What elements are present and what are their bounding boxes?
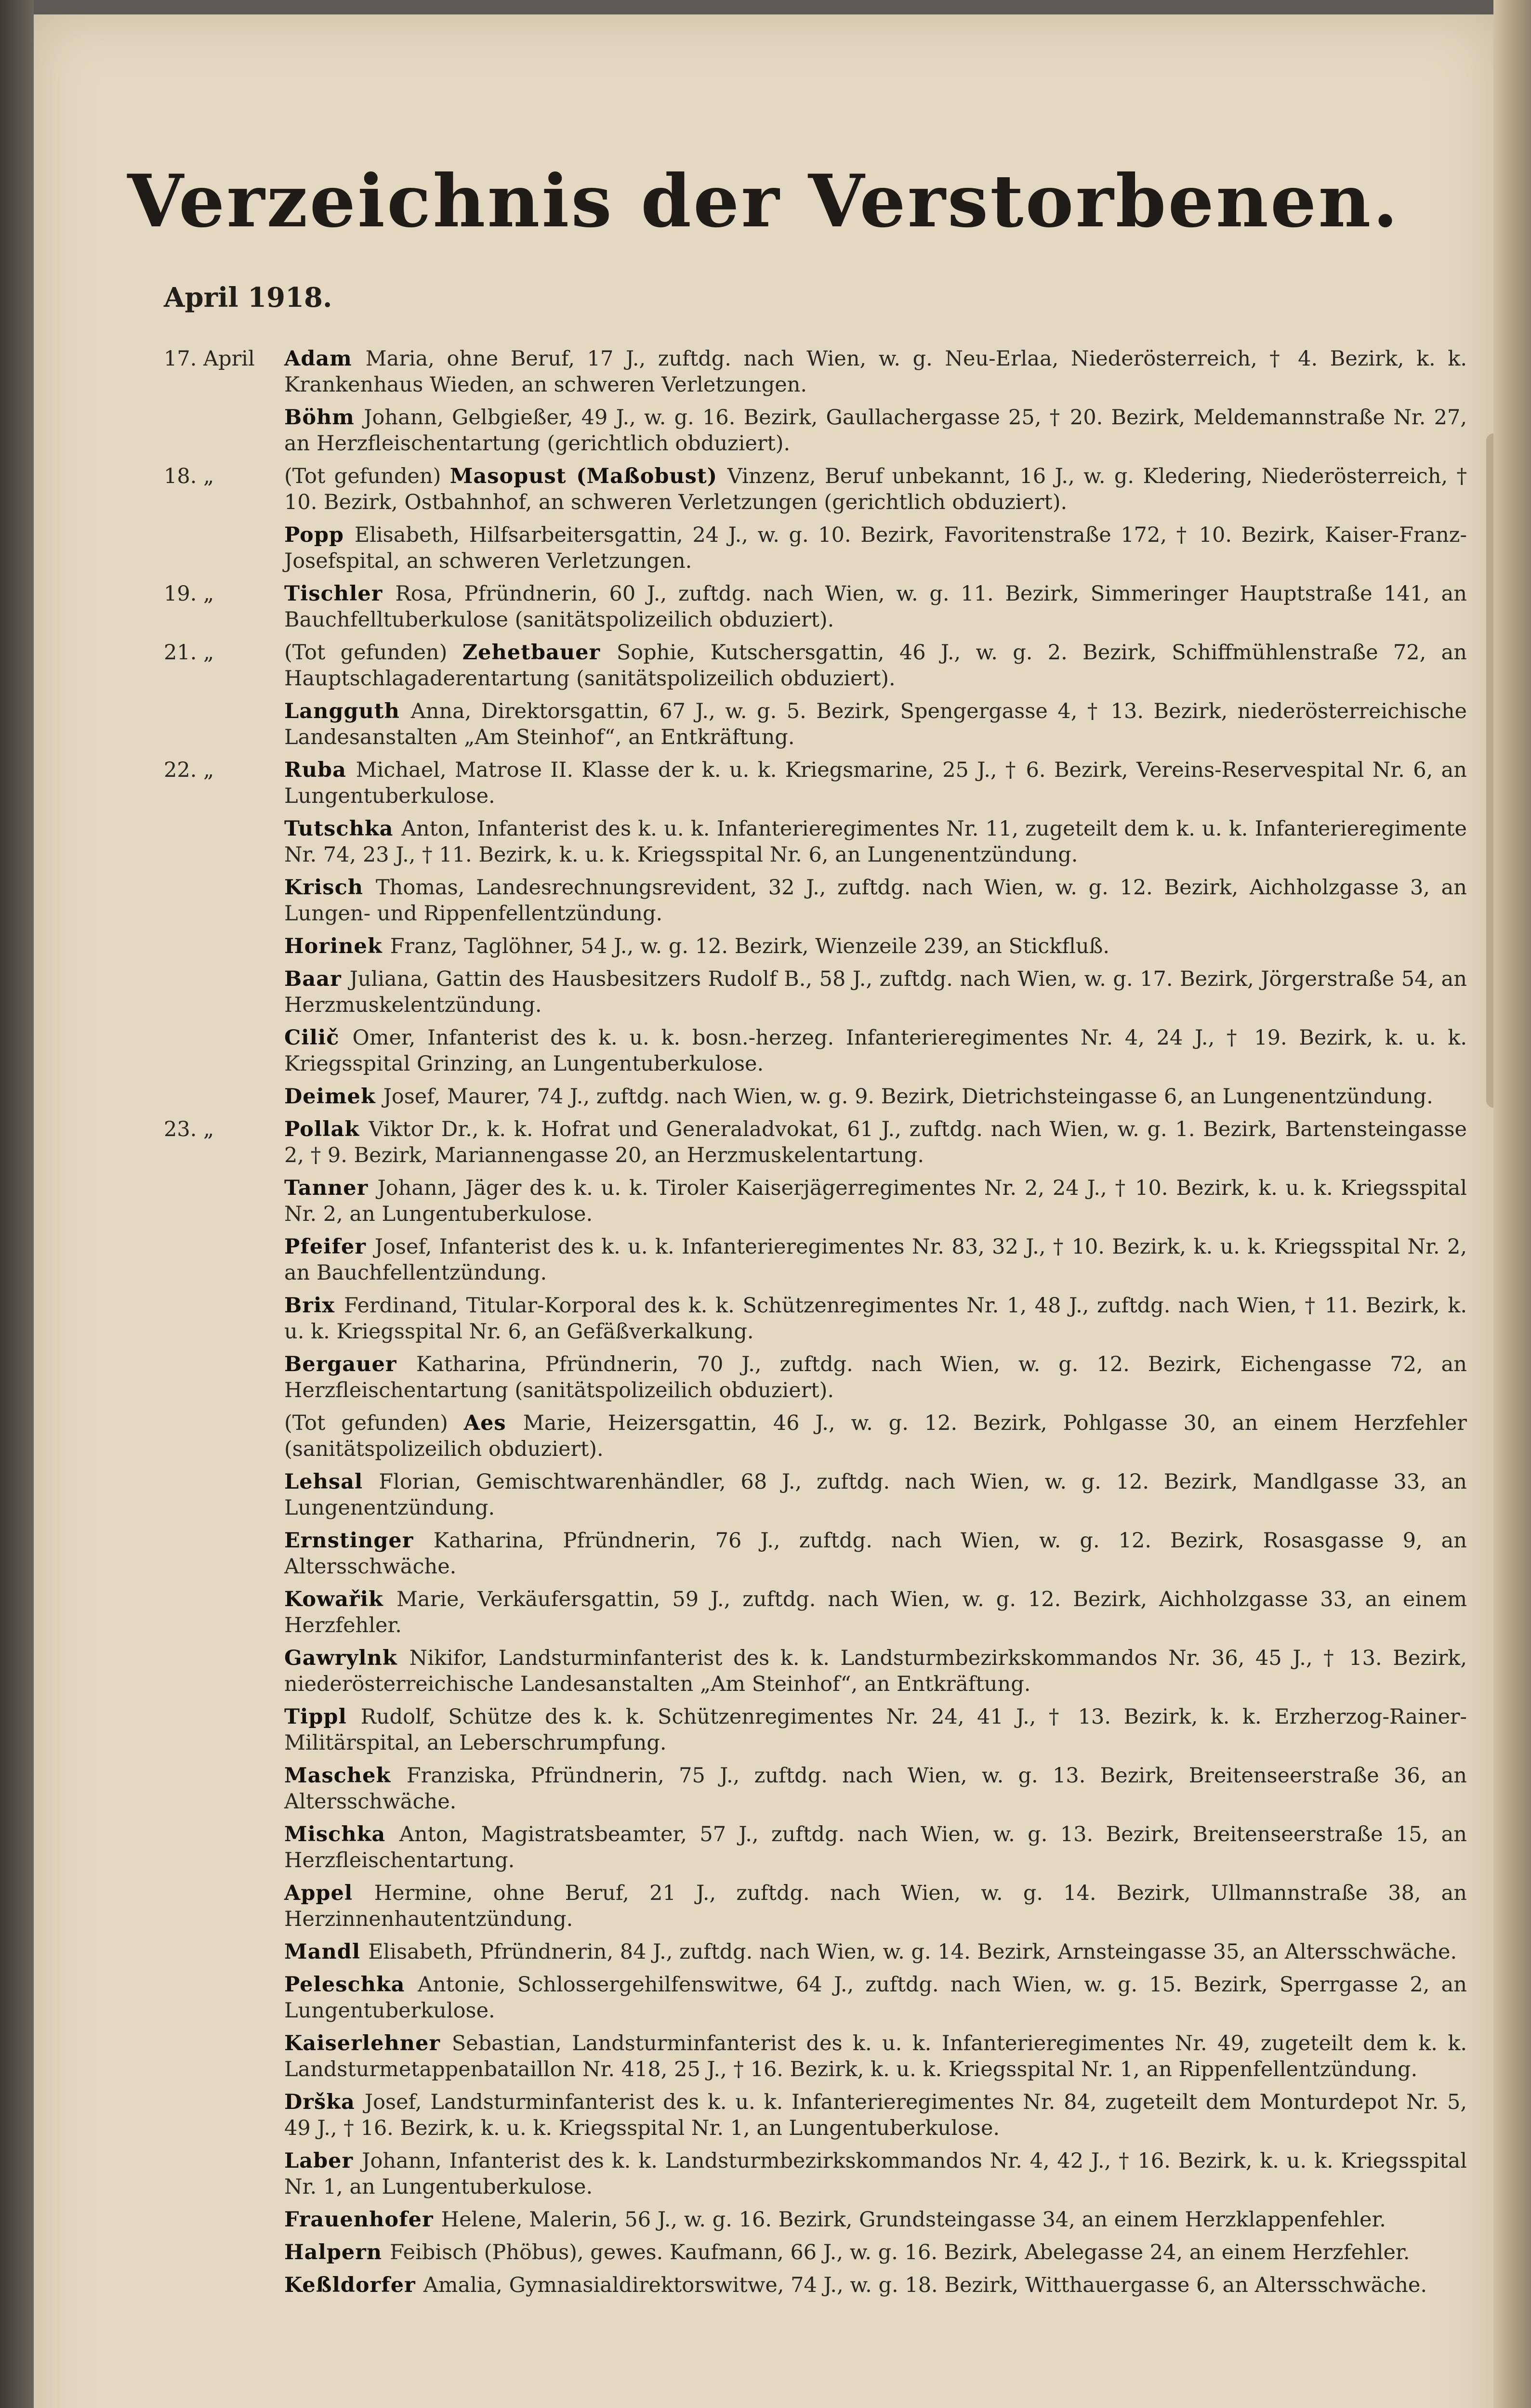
entry-details: Florian, Gemischtwarenhändler, 68 J., zuftdg. nach Wien, w. g. 12. Bezirk, Mandlgasse 33, an Lungenentzündung.	[284, 1470, 1467, 1520]
book-binding	[0, 0, 34, 2408]
entry-details: Juliana, Gattin des Hausbesitzers Rudolf B., 58 J., zuftdg. nach Wien, w. g. 17. Bezirk, Jörgerstraße 54, an Herzmuskelentzündung.	[284, 967, 1467, 1017]
entry-details: Feibisch (Phöbus), gewes. Kaufmann, 66 J., w. g. 16. Bezirk, Abelegasse 24, an einem Herzfehler.	[390, 2240, 1410, 2264]
entry-details: Josef, Landsturminfanterist des k. u. k. Infanterieregimentes Nr. 84, zugeteilt dem Monturdepot Nr. 5, 49 J., † 16. Bezirk, k. u. k. Kriegsspital Nr. 1, an Lungentuberkulose.	[284, 2090, 1467, 2140]
entry-date: 18. „	[164, 464, 214, 488]
entry-note: (Tot gefunden)	[284, 464, 450, 488]
entry-details: Elisabeth, Pfründnerin, 84 J., zuftdg. nach Wien, w. g. 14. Bezirk, Arnsteingasse 35, an Altersschwäche.	[368, 1940, 1457, 1964]
entry-details: Johann, Jäger des k. u. k. Tiroler Kaiserjägerregimentes Nr. 2, 24 J., † 10. Bezirk, k. u. k. Kriegsspital Nr. 2, an Lungentuberkulose.	[284, 1176, 1467, 1226]
entry-body	[284, 1411, 1467, 1461]
death-entry	[34, 640, 1493, 692]
entry-body	[284, 582, 1467, 632]
death-entry	[34, 2272, 1493, 2298]
entry-details: Katharina, Pfründnerin, 70 J., zuftdg. nach Wien, w. g. 12. Bezirk, Eichengasse 72, an Herzfleischentartung (sanitätspolizeilich obduziert).	[284, 1352, 1467, 1402]
entry-body	[284, 758, 1467, 808]
entry-body	[284, 1705, 1467, 1755]
entry-surname: Krisch	[284, 876, 376, 900]
entry-surname: Keßldorfer	[284, 2273, 423, 2297]
entry-body	[284, 1117, 1467, 1167]
death-entry	[34, 816, 1493, 868]
entry-surname: Brix	[284, 1294, 344, 1318]
entry-surname: Appel	[284, 1881, 374, 1905]
entry-surname: Laber	[284, 2149, 362, 2173]
entry-surname: Langguth	[284, 699, 411, 723]
entry-details: Johann, Infanterist des k. k. Landsturmbezirkskommandos Nr. 4, 42 J., † 16. Bezirk, k. u. k. Kriegsspital Nr. 1, an Lungentuberkulose.	[284, 2149, 1467, 2199]
death-entry	[34, 1821, 1493, 1873]
death-entry	[34, 1469, 1493, 1521]
entry-details: Josef, Infanterist des k. u. k. Infanterieregimentes Nr. 83, 32 J., † 10. Bezirk, k. u. k. Kriegsspital Nr. 2, an Bauchfellentzündung.	[284, 1235, 1467, 1285]
entry-body	[284, 1940, 1457, 1964]
entry-details: Nikifor, Landsturminfanterist des k. k. Landsturmbezirkskommandos Nr. 36, 45 J., † 13. Bezirk, niederösterreichische Landesanstalten „Am Steinhof“, an Entkräftung.	[284, 1646, 1467, 1696]
entry-details: Amalia, Gymnasialdirektorswitwe, 74 J., w. g. 18. Bezirk, Witthauergasse 6, an Altersschwäche.	[423, 2273, 1427, 2297]
entry-details: Elisabeth, Hilfsarbeitersgattin, 24 J., w. g. 10. Bezirk, Favoritenstraße 172, † 10. Bezirk, Kaiser-Franz-Josefspital, an schweren Verletzungen.	[284, 523, 1467, 573]
entry-body	[284, 1881, 1467, 1931]
entry-details: Anna, Direktorsgattin, 67 J., w. g. 5. Bezirk, Spengergasse 4, † 13. Bezirk, niederösterreichische Landesanstalten „Am Steinhof“, an Entkräftung.	[284, 699, 1467, 749]
entry-details: Anton, Infanterist des k. u. k. Infanterieregimentes Nr. 11, zugeteilt dem k. u. k. Infanterieregimente Nr. 74, 23 J., † 11. Bezirk, k. u. k. Kriegsspital Nr. 6, an Lungenentzündung.	[284, 817, 1467, 867]
entry-body	[284, 967, 1467, 1017]
entry-surname: Deimek	[284, 1085, 383, 1109]
entry-date: 19. „	[164, 582, 214, 606]
entry-details: Katharina, Pfründnerin, 76 J., zuftdg. nach Wien, w. g. 12. Bezirk, Rosasgasse 9, an Altersschwäche.	[284, 1529, 1467, 1579]
entry-surname: Böhm	[284, 406, 364, 430]
entry-surname: Tippl	[284, 1705, 361, 1729]
death-entry	[34, 1586, 1493, 1638]
entry-details: Rosa, Pfründnerin, 60 J., zuftdg. nach Wien, w. g. 11. Bezirk, Simmeringer Hauptstraße 141, an Bauchfelltuberkulose (sanitätspolizeilich obduziert).	[284, 582, 1467, 632]
entry-surname: Popp	[284, 523, 355, 547]
entry-surname: Cilič	[284, 1026, 353, 1050]
document-page	[34, 14, 1493, 2408]
entry-details: Helene, Malerin, 56 J., w. g. 16. Bezirk, Grundsteingasse 34, an einem Herzklappenfehler.	[441, 2208, 1386, 2232]
death-entry	[34, 1234, 1493, 1286]
entry-body	[284, 817, 1467, 867]
entry-date: 23. „	[164, 1117, 214, 1141]
death-entry	[34, 1025, 1493, 1077]
entry-body	[284, 1176, 1467, 1226]
death-entry	[34, 966, 1493, 1018]
entry-surname: Tutschka	[284, 817, 401, 841]
death-entry	[34, 2030, 1493, 2082]
death-entry	[34, 2089, 1493, 2141]
death-entry	[34, 1116, 1493, 1168]
entry-surname: Gawrylnk	[284, 1646, 409, 1670]
entry-body	[284, 1085, 1433, 1109]
entry-body	[284, 406, 1467, 456]
entry-details: Sophie, Kutschersgattin, 46 J., w. g. 2. Bezirk, Schiffmühlenstraße 72, an Hauptschlagaderentartung (sanitätspolizeilich obduziert).	[284, 641, 1467, 691]
entry-details: Rudolf, Schütze des k. k. Schützenregimentes Nr. 24, 41 J., † 13. Bezirk, k. k. Erzherzog-Rainer-Militärspital, an Leberschrumpfung.	[284, 1705, 1467, 1755]
entry-details: Maria, ohne Beruf, 17 J., zuftdg. nach Wien, w. g. Neu-Erlaa, Niederösterreich, † 4. Bezirk, k. k. Krankenhaus Wieden, an schweren Verletzungen.	[284, 347, 1467, 397]
entry-note: (Tot gefunden)	[284, 641, 462, 665]
entry-body	[284, 1764, 1467, 1814]
entry-body	[284, 2149, 1467, 2199]
entry-body	[284, 2273, 1427, 2297]
entry-surname: Maschek	[284, 1764, 407, 1788]
entry-body	[284, 347, 1467, 397]
death-entry	[34, 405, 1493, 457]
entry-body	[284, 1352, 1467, 1402]
death-entry	[34, 463, 1493, 515]
entry-details: Omer, Infanterist des k. u. k. bosn.-herzeg. Infanterieregimentes Nr. 4, 24 J., † 19. Bezirk, k. u. k. Kriegsspital Grinzing, an Lungentuberkulose.	[284, 1026, 1467, 1076]
entry-body	[284, 1235, 1467, 1285]
entry-body	[284, 523, 1467, 573]
entry-body	[284, 1026, 1467, 1076]
entry-date: 21. „	[164, 641, 214, 665]
entry-body	[284, 1470, 1467, 1520]
death-entry	[34, 1645, 1493, 1697]
entry-surname: Tischler	[284, 582, 396, 606]
entry-surname: Mischka	[284, 1822, 399, 1846]
entry-body	[284, 699, 1467, 749]
entry-details: Sebastian, Landsturminfanterist des k. u. k. Infanterieregimentes Nr. 49, zugeteilt dem k. k. Landsturmetappenbataillon Nr. 418, 25 J., † 16. Bezirk, k. u. k. Kriegsspital Nr. 1, an Rippenfellentzündung.	[284, 2031, 1467, 2081]
death-entry	[34, 346, 1493, 398]
entry-surname: Kowařik	[284, 1587, 397, 1611]
entry-surname: Frauenhofer	[284, 2208, 441, 2232]
entry-surname: Masopust (Maßobust)	[449, 464, 727, 488]
entry-details: Johann, Gelbgießer, 49 J., w. g. 16. Bezirk, Gaullachergasse 25, † 20. Bezirk, Meldemannstraße Nr. 27, an Herzfleischentartung (gerichtlich obduziert).	[284, 406, 1467, 456]
entry-surname: Zehetbauer	[462, 641, 617, 665]
entry-surname: Horinek	[284, 934, 390, 958]
entry-details: Ferdinand, Titular-Korporal des k. k. Schützenregimentes Nr. 1, 48 J., zuftdg. nach Wien, † 11. Bezirk, k. u. k. Kriegsspital Nr. 6, an Gefäßverkalkung.	[284, 1294, 1467, 1344]
death-entry	[34, 2148, 1493, 2200]
entry-surname: Adam	[284, 347, 366, 371]
entry-details: Franziska, Pfründnerin, 75 J., zuftdg. nach Wien, w. g. 13. Bezirk, Breitenseerstraße 36, an Altersschwäche.	[284, 1764, 1467, 1814]
entry-surname: Pfeifer	[284, 1235, 375, 1259]
entry-body	[284, 1529, 1467, 1579]
deaths-list	[34, 346, 1493, 2298]
entry-details: Viktor Dr., k. k. Hofrat und Generaladvokat, 61 J., zuftdg. nach Wien, w. g. 1. Bezirk, Bartensteingasse 2, † 9. Bezirk, Mariannengasse 20, an Herzmuskelentartung.	[284, 1117, 1467, 1167]
entry-body	[284, 1973, 1467, 2023]
entry-note: (Tot gefunden)	[284, 1411, 464, 1435]
entry-body	[284, 641, 1467, 691]
entry-details: Anton, Magistratsbeamter, 57 J., zuftdg. nach Wien, w. g. 13. Bezirk, Breitenseerstraße 15, an Herzfleischentartung.	[284, 1822, 1467, 1872]
entry-body	[284, 1822, 1467, 1872]
entry-body	[284, 876, 1467, 926]
death-entry	[34, 2239, 1493, 2265]
entry-details: Marie, Heizersgattin, 46 J., w. g. 12. Bezirk, Pohlgasse 30, an einem Herzfehler (sanitätspolizeilich obduziert).	[284, 1411, 1467, 1461]
death-entry	[34, 1351, 1493, 1403]
entry-details: Antonie, Schlossergehilfenswitwe, 64 J., zuftdg. nach Wien, w. g. 15. Bezirk, Sperrgasse 2, an Lungentuberkulose.	[284, 1973, 1467, 2023]
entry-surname: Tanner	[284, 1176, 378, 1200]
entry-surname: Ernstinger	[284, 1529, 434, 1553]
entry-body	[284, 934, 1109, 958]
death-entry	[34, 875, 1493, 927]
death-entry	[34, 1704, 1493, 1756]
death-entry	[34, 1084, 1493, 1110]
death-entry	[34, 1293, 1493, 1345]
entry-surname: Halpern	[284, 2240, 390, 2264]
death-entry	[34, 1939, 1493, 1965]
entry-surname: Drška	[284, 2090, 365, 2114]
entry-body	[284, 2240, 1410, 2264]
entry-details: Hermine, ohne Beruf, 21 J., zuftdg. nach Wien, w. g. 14. Bezirk, Ullmannstraße 38, an Herzinnenhautentzündung.	[284, 1881, 1467, 1931]
entry-surname: Peleschka	[284, 1973, 418, 1997]
entry-details: Josef, Maurer, 74 J., zuftdg. nach Wien, w. g. 9. Bezirk, Dietrichsteingasse 6, an Lungenentzündung.	[383, 1085, 1433, 1109]
entry-details: Vinzenz, Beruf unbekannt, 16 J., w. g. Kledering, Niederösterreich, † 10. Bezirk, Ostbahnhof, an schweren Verletzungen (gerichtlich obduziert).	[284, 464, 1467, 514]
entry-details: Thomas, Landesrechnungsrevident, 32 J., zuftdg. nach Wien, w. g. 12. Bezirk, Aichholzgasse 3, an Lungen- und Rippenfellentzündung.	[284, 876, 1467, 926]
death-entry	[34, 1528, 1493, 1580]
entry-details: Franz, Taglöhner, 54 J., w. g. 12. Bezirk, Wienzeile 239, an Stickfluß.	[390, 934, 1110, 958]
death-entry	[34, 1175, 1493, 1227]
death-entry	[34, 698, 1493, 750]
entry-surname: Bergauer	[284, 1352, 416, 1376]
entry-surname: Baar	[284, 967, 350, 991]
death-entry	[34, 1410, 1493, 1462]
entry-date: 17. April	[164, 347, 255, 371]
page-edge	[1493, 0, 1531, 2408]
death-entry	[34, 581, 1493, 633]
entry-surname: Lehsal	[284, 1470, 379, 1494]
entry-surname: Pollak	[284, 1117, 369, 1141]
entry-surname: Mandl	[284, 1940, 369, 1964]
death-entry	[34, 933, 1493, 959]
death-entry	[34, 1763, 1493, 1815]
entry-surname: Kaiserlehner	[284, 2031, 452, 2055]
death-entry	[34, 1880, 1493, 1932]
entry-body	[284, 2208, 1386, 2232]
entry-body	[284, 2090, 1467, 2140]
entry-surname: Aes	[463, 1411, 523, 1435]
entry-body	[284, 1294, 1467, 1344]
entry-date: 22. „	[164, 758, 214, 782]
death-entry	[34, 2207, 1493, 2233]
entry-details: Michael, Matrose II. Klasse der k. u. k. Kriegsmarine, 25 J., † 6. Bezirk, Vereins-Reservespital Nr. 6, an Lungentuberkulose.	[284, 758, 1467, 808]
death-entry	[34, 757, 1493, 809]
death-entry	[34, 522, 1493, 574]
entry-body	[284, 1646, 1467, 1696]
entry-details: Marie, Verkäufersgattin, 59 J., zuftdg. nach Wien, w. g. 12. Bezirk, Aichholzgasse 33, an einem Herzfehler.	[284, 1587, 1467, 1637]
entry-body	[284, 464, 1467, 514]
page-title: Verzeichnis der Verstorbenen.	[127, 159, 1400, 244]
month-heading: April 1918.	[164, 282, 332, 314]
entry-body	[284, 1587, 1467, 1637]
entry-surname: Ruba	[284, 758, 356, 782]
death-entry	[34, 1972, 1493, 2024]
entry-body	[284, 2031, 1467, 2081]
